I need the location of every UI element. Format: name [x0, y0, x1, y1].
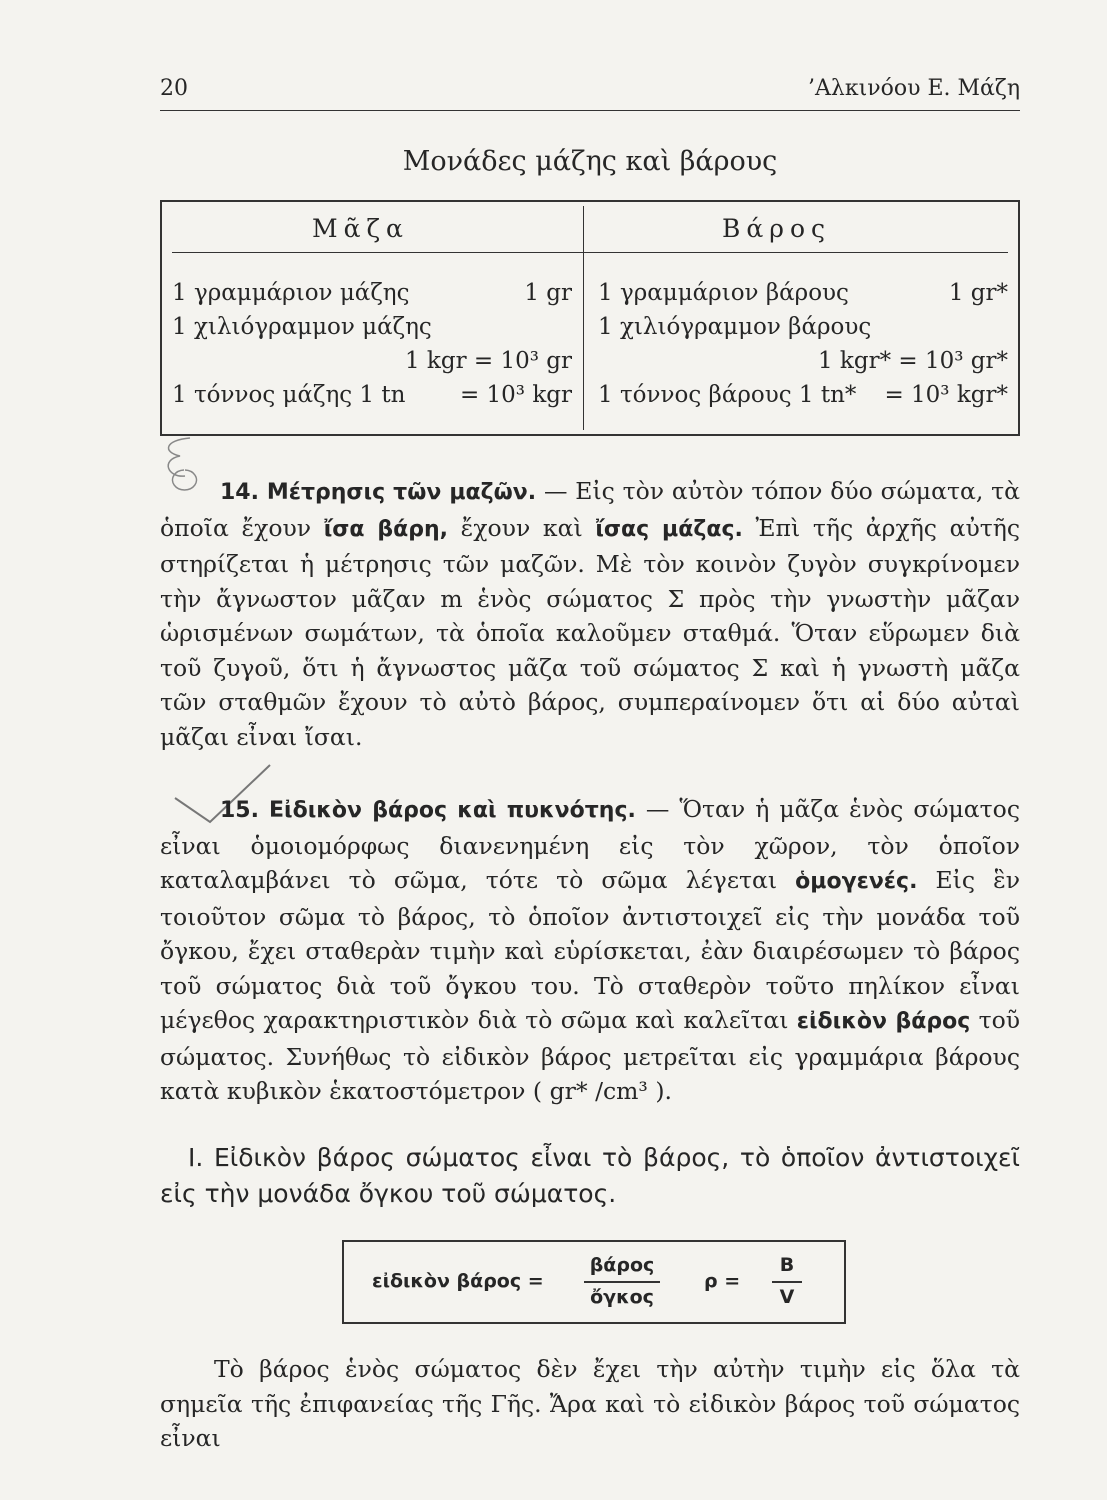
fraction-denominator: ὄγκος: [590, 1286, 654, 1308]
section-14: [160, 474, 1020, 754]
formula-box: [342, 1240, 846, 1324]
section-14-text: ἔχουν καὶ: [448, 513, 596, 542]
fraction-symbols: [772, 1252, 802, 1314]
table-column-divider: [583, 206, 584, 430]
section-15-text: τοῦ σώματος. Συνήθως τὸ εἰδικὸν βάρος μετρεῖται εἰς γραμμάρια βάρους κατὰ κυβικὸν ἑκατοστόμετρον ( gr* /cm³ ).: [160, 1006, 1021, 1105]
section-15-text: Εἰς ἓν τοιοῦτον σῶμα τὸ βάρος, τὸ ὁποῖον ἀντιστοιχεῖ εἰς τὴν μονάδα τοῦ ὄγκου, ἔχει σταθερὰν τιμὴν καὶ εὑρίσκεται, ἐὰν διαιρέσωμεν τὸ βάρος τοῦ σώματος διὰ τοῦ ὄγκου του. Τὸ σταθερὸν τοῦτο πηλίκον εἶναι μέγεθος χαρακτηριστικὸν διὰ τὸ σῶμα καὶ καλεῖται: [160, 866, 1020, 1034]
units-table: [160, 200, 1020, 436]
page-header: [160, 70, 1020, 111]
cell-weight-name: 1 χιλιόγραμμον βάρους: [598, 314, 872, 340]
definition-text: Ι. Εἰδικὸν βάρος σώματος εἶναι τὸ βάρος, τὸ ὁποῖον ἀντιστοιχεῖ εἰς τὴν μονάδα ὄγκου τοῦ σώματος.: [160, 1143, 1020, 1208]
section-15-number: 15.: [220, 798, 259, 823]
fraction-words: [584, 1252, 660, 1314]
running-head: ’Αλκινόου Ε. Μάζη: [808, 76, 1020, 101]
cell-mass-value: 1 gr: [524, 280, 572, 306]
header-mass: Μᾶζα: [312, 214, 409, 243]
formula-lhs: εἰδικὸν βάρος =: [372, 1270, 544, 1292]
section-15: [160, 792, 1020, 1109]
bold-term: εἰδικὸν βάρος: [796, 1009, 971, 1034]
definition-specific-weight: [160, 1140, 1020, 1212]
fraction-numerator: βάρος: [589, 1254, 655, 1276]
fraction-numerator: B: [779, 1254, 795, 1276]
cell-weight-name: 1 γραμμάριον βάρους: [598, 280, 849, 306]
cell-mass-value: 1 kgr = 10³ gr: [404, 348, 572, 374]
bold-term: ἴσα βάρη,: [323, 516, 449, 542]
fraction-denominator: V: [779, 1286, 795, 1308]
header-weight: Βάρος: [722, 214, 832, 243]
cell-mass-value: = 10³ kgr: [459, 382, 572, 408]
section-14-text: — Εἰς τὸν αὐτὸν τόπον δύο σώματα, τὰ ὁποῖα ἔχουν: [160, 477, 1020, 542]
fraction-bar: [584, 1281, 660, 1283]
closing-paragraph: [160, 1352, 1020, 1456]
cell-mass-name: 1 γραμμάριον μάζης: [172, 280, 410, 306]
cell-weight-value: 1 kgr* = 10³ gr*: [817, 348, 1008, 374]
cell-weight-value: 1 gr*: [948, 280, 1008, 306]
formula-rho: ρ =: [704, 1270, 741, 1292]
table-title: Μονάδες μάζης καὶ βάρους: [402, 146, 778, 177]
cell-mass-name: 1 χιλιόγραμμον μάζης: [172, 314, 432, 340]
cell-mass-name: 1 τόννος μάζης 1 tn: [172, 382, 406, 408]
cell-weight-name: 1 τόννος βάρους 1 tn*: [598, 382, 857, 408]
closing-text: Τὸ βάρος ἑνὸς σώματος δὲν ἔχει τὴν αὐτὴν τιμὴν εἰς ὅλα τὰ σημεῖα τῆς ἐπιφανείας τῆς Γῆς. Ἄρα καὶ τὸ εἰδικὸν βάρος τοῦ σώματος εἶναι: [160, 1355, 1020, 1452]
cell-weight-value: = 10³ kgr*: [884, 382, 1008, 408]
section-14-title: Μέτρησις τῶν μαζῶν.: [266, 480, 537, 505]
bold-term: ὁμογενές.: [795, 869, 918, 894]
table-header-rule: [172, 252, 1008, 253]
section-15-title: Εἰδικὸν βάρος καὶ πυκνότης.: [269, 798, 636, 823]
fraction-bar: [772, 1281, 802, 1283]
section-15-text: — Ὅταν ἡ μᾶζα ἑνὸς σώματος εἶναι ὁμοιομόρφως διανενημένη εἰς τὸν χῶρον, τὸν ὁποῖον καταλαμβάνει τὸ σῶμα, τότε τὸ σῶμα λέγεται: [160, 795, 1020, 894]
section-14-text: Ἐπὶ τῆς ἀρχῆς αὐτῆς στηρίζεται ἡ μέτρησις τῶν μαζῶν. Μὲ τὸν κοινὸν ζυγὸν συγκρίνομεν τὴν ἄγνωστον μᾶζαν m ἑνὸς σώματος Σ πρὸς τὴν γνωστὴν μᾶζαν ὡρισμένων σωμάτων, τὰ ὁποῖα καλοῦμεν σταθμά. Ὅταν εὕρωμεν διὰ τοῦ ζυγοῦ, ὅτι ἡ ἄγνωστος μᾶζα τοῦ σώματος Σ καὶ ἡ γνωστὴ μᾶζα τῶν σταθμῶν ἔχουν τὸ αὐτὸ βάρος, συμπεραίνομεν ὅτι αἱ δύο αὐταὶ μᾶζαι εἶναι ἴσαι.: [160, 513, 1020, 751]
page-number: 20: [160, 76, 188, 101]
bold-term: ἴσας μάζας.: [595, 516, 743, 542]
section-14-number: 14.: [220, 480, 259, 505]
